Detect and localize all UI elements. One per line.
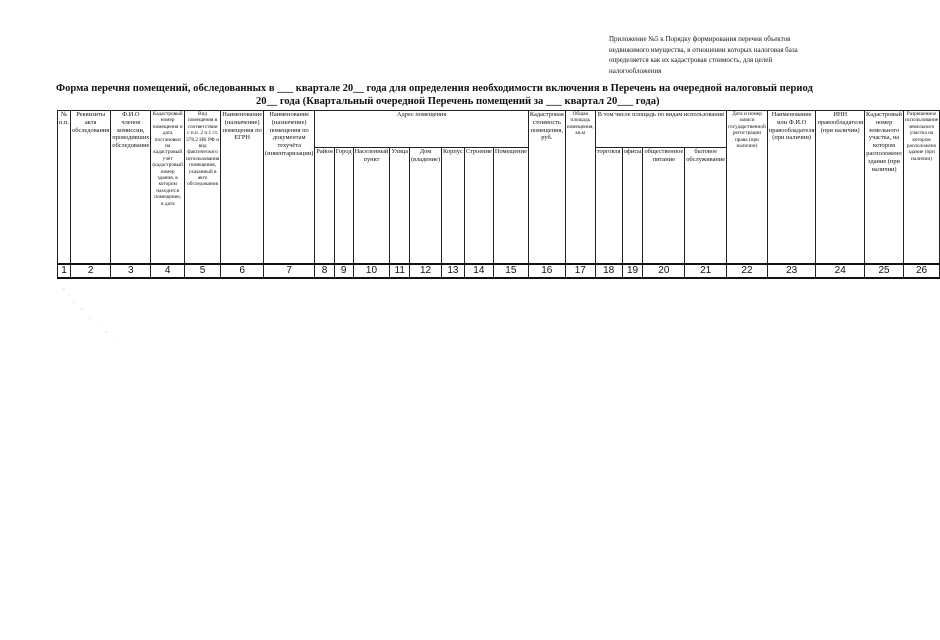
column-number-cell: 12 bbox=[410, 264, 442, 278]
column-number-cell: 5 bbox=[184, 264, 220, 278]
column-number-cell: 4 bbox=[151, 264, 185, 278]
header-number: № п.п. bbox=[58, 111, 71, 264]
header-name-egrn: Наименование (назначение) помещения по ЕГРН bbox=[221, 111, 264, 264]
column-number-cell: 19 bbox=[622, 264, 643, 278]
column-number-cell: 20 bbox=[643, 264, 685, 278]
header-right-holder: Наименование или Ф.И.О правообладателя (при наличии) bbox=[767, 111, 816, 264]
column-number-cell: 26 bbox=[903, 264, 939, 278]
header-act-details: Реквизиты акта обследования bbox=[71, 111, 111, 264]
appendix-line: недвижимого имущества, в отношении которых налоговая база bbox=[609, 45, 798, 54]
column-number-cell: 16 bbox=[528, 264, 565, 278]
header-trade: торговля bbox=[595, 148, 622, 264]
header-land-number: Кадастровый номер земельного участка, на котором расположено здание (при наличии) bbox=[865, 111, 904, 264]
column-number-cell: 8 bbox=[315, 264, 334, 278]
column-number-cell: 22 bbox=[727, 264, 768, 278]
header-premises-type: Вид помещения в соответствии с п.п. 2 п.1 ст. 378.2 НК РФ и вид фактического использования помещения, указанный в акте обследования bbox=[184, 111, 220, 264]
header-room: Помещение bbox=[493, 148, 528, 264]
column-number-cell: 3 bbox=[111, 264, 151, 278]
appendix-line: определяется как их кадастровая стоимость, для целей bbox=[609, 56, 773, 64]
premises-table bbox=[57, 110, 940, 279]
header-house: Дом (владение) bbox=[410, 148, 442, 264]
header-address-group: Адрес помещения bbox=[315, 111, 529, 148]
header-offices: офисы bbox=[622, 148, 643, 264]
header-korpus: Корпус bbox=[442, 148, 465, 264]
scan-specks bbox=[60, 285, 140, 345]
column-number-cell: 13 bbox=[442, 264, 465, 278]
appendix-line: налогообложения bbox=[609, 66, 662, 75]
form-title bbox=[56, 82, 856, 108]
header-commission: Ф.И.О членов комиссии, проводивших обследование bbox=[111, 111, 151, 264]
header-permitted-use: Разрешенное использование земельного участка на котором расположено здание (при наличии) bbox=[903, 111, 939, 264]
column-number-cell: 18 bbox=[595, 264, 622, 278]
header-registration: Дата и номер записи государственной регистрации права (при наличии) bbox=[727, 111, 768, 264]
form-title-line1: Форма перечня помещений, обследованных в ___ квартале 20__ года для определения необходимости включения в Перечень на очередной налоговый период bbox=[56, 83, 813, 94]
header-usage-group: В том числе площадь по видам использования bbox=[595, 111, 726, 148]
header-region: Район bbox=[315, 148, 334, 264]
column-number-cell: 2 bbox=[71, 264, 111, 278]
column-number-cell: 11 bbox=[390, 264, 410, 278]
column-number-cell: 23 bbox=[767, 264, 816, 278]
header-inn: ИНН правообладателя (при наличии) bbox=[816, 111, 865, 264]
header-catering: общественное питание bbox=[643, 148, 685, 264]
column-number-cell: 24 bbox=[816, 264, 865, 278]
header-street: Улица bbox=[390, 148, 410, 264]
column-number-cell: 1 bbox=[58, 264, 71, 278]
header-total-area: Общая площадь помещения, кв.м bbox=[565, 111, 595, 264]
appendix-note bbox=[609, 34, 839, 76]
column-number-cell: 9 bbox=[334, 264, 353, 278]
column-number-cell: 10 bbox=[353, 264, 390, 278]
header-name-docs: Наименование (назначение) помещения по документам техучёта (инвентаризации) bbox=[264, 111, 315, 264]
header-settlement: Населенный пункт bbox=[353, 148, 390, 264]
header-city: Город bbox=[334, 148, 353, 264]
column-number-cell: 6 bbox=[221, 264, 264, 278]
appendix-line: Приложение №5 к Порядку формирования перечня объектов bbox=[609, 35, 791, 43]
column-number-cell: 15 bbox=[493, 264, 528, 278]
header-building: Строение bbox=[464, 148, 493, 264]
header-cadastral-number: Кадастровый номер помещения и дата постановки на кадастровый учёт (кадастровый номер здания, в котором находится помещение, и дата bbox=[151, 111, 185, 264]
header-cadastral-cost: Кадастровая стоимость помещения, руб. bbox=[528, 111, 565, 264]
header-services: бытовое обслуживание bbox=[685, 148, 727, 264]
column-number-cell: 7 bbox=[264, 264, 315, 278]
column-number-cell: 21 bbox=[685, 264, 727, 278]
column-number-cell: 17 bbox=[565, 264, 595, 278]
column-number-cell: 25 bbox=[865, 264, 904, 278]
form-title-line2: 20__ года (Квартальный очередной Перечень помещений за ___ квартал 20___ года) bbox=[256, 96, 660, 107]
column-number-cell: 14 bbox=[464, 264, 493, 278]
